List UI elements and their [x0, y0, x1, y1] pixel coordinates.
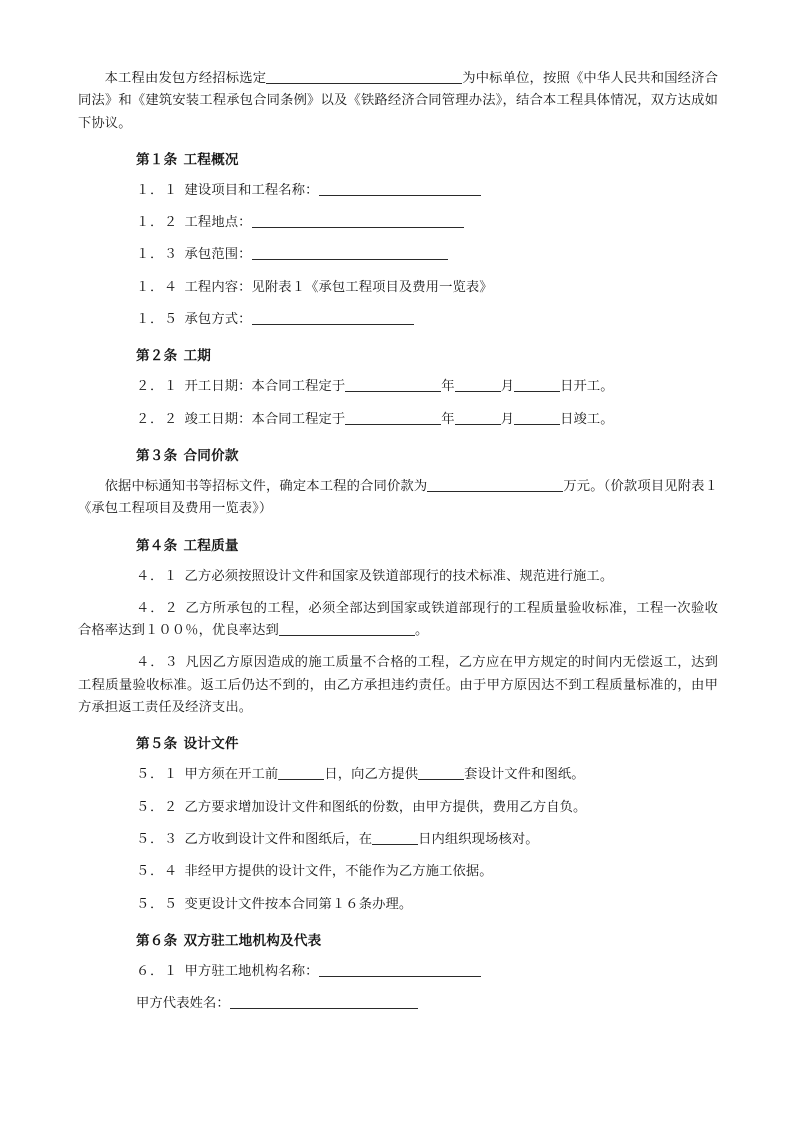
spacer [78, 366, 718, 376]
clause-number: ５．４ [136, 864, 178, 880]
spacer [78, 719, 718, 734]
clause-text: 竣工日期：本合同工程定于 [184, 411, 346, 427]
section-number-3: 第３条 [136, 447, 178, 464]
spacer [78, 331, 718, 346]
clause-mid-month: 月 [500, 411, 515, 427]
spacer [78, 851, 718, 861]
spacer [78, 135, 718, 150]
clause-number: ５．５ [136, 896, 178, 912]
clause-number: ２．２ [136, 411, 178, 427]
clause-text-after: 日竣工。 [560, 411, 614, 427]
clause-blank[interactable] [252, 215, 464, 229]
section-heading-1 [78, 150, 718, 170]
clause-blank-month[interactable] [455, 411, 501, 425]
clause-text: 乙方所承包的工程，必须全部达到国家或铁道部现行的工程质量验收标准，工程一次验收合格率达到１００％，优良率达到 [78, 600, 719, 639]
clause-number: ２．１ [136, 379, 178, 395]
clause-text: 承包范围： [184, 247, 252, 263]
section-number-5: 第５条 [136, 736, 178, 753]
clause-number: ６．１ [136, 963, 178, 979]
clause-text: 凡因乙方原因造成的施工质量不合格的工程，乙方应在甲方规定的时间内无偿返工，达到工程质量验收标准。返工后仍达不到的，由乙方承担违约责任。由于甲方原因达不到工程质量标准的，由甲方承担返工责任及经济支出。 [78, 655, 719, 716]
clause-number: １．４ [136, 279, 178, 295]
clause-blank[interactable] [372, 831, 418, 845]
section-heading-5 [78, 734, 718, 754]
section-number-4: 第４条 [136, 537, 178, 554]
clause-5-1 [78, 764, 718, 786]
clause-blank-days[interactable] [278, 767, 324, 781]
clause-text: 工程地点： [184, 215, 252, 231]
clause-mid-year: 年 [441, 411, 455, 427]
clause-text-after: 。 [414, 623, 429, 639]
spacer [78, 588, 718, 598]
clause-blank-day[interactable] [514, 411, 560, 425]
clause-text: 甲方须在开工前 [184, 767, 279, 783]
spacer [78, 983, 718, 993]
clause-number: ５．１ [136, 767, 178, 783]
clause-blank-month[interactable] [455, 379, 501, 393]
clause-blank-sets[interactable] [418, 767, 464, 781]
spacer [78, 951, 718, 961]
clause-5-5 [78, 894, 718, 916]
clause-blank-year[interactable] [345, 411, 441, 425]
clause-4-3 [78, 652, 718, 719]
clause-1-4 [78, 277, 718, 299]
section-title-5: 设计文件 [183, 736, 239, 753]
spacer [78, 754, 718, 764]
clause-number: ４．１ [136, 568, 178, 584]
clause-number: ４．２ [136, 600, 179, 616]
clause-number: １．５ [136, 312, 178, 328]
preamble-paragraph [78, 68, 718, 135]
clause-number: １．３ [136, 247, 178, 263]
price-text-after: 万元。（价款项目见附表１《承包工程项目及费用一览表》） [78, 478, 718, 517]
document-body [78, 68, 718, 1015]
clause-number: ５．２ [136, 799, 178, 815]
clause-2-2 [78, 409, 718, 431]
clause-4-2 [78, 598, 718, 643]
clause-text: 乙方收到设计文件和图纸后，在 [184, 831, 373, 847]
clause-text: 乙方必须按照设计文件和国家及铁道部现行的技术标准、规范进行施工。 [184, 568, 614, 584]
clause-blank[interactable] [252, 311, 414, 325]
clause-number: ５．３ [136, 831, 178, 847]
clause-1-1 [78, 180, 718, 202]
spacer [78, 267, 718, 277]
preamble-text-before: 本工程由发包方经招标选定 [104, 71, 267, 86]
section-title-2: 工期 [183, 348, 212, 365]
clause-text-after: 日开工。 [560, 379, 614, 395]
spacer [78, 170, 718, 180]
clause-1-5 [78, 309, 718, 331]
spacer [78, 202, 718, 212]
party-a-representative-blank[interactable] [230, 996, 418, 1010]
spacer [78, 234, 718, 244]
section-title-4: 工程质量 [183, 537, 239, 554]
clause-number: １．２ [136, 215, 178, 231]
spacer [78, 556, 718, 566]
section-number-6: 第６条 [136, 932, 178, 949]
clause-mid-year: 年 [441, 379, 455, 395]
clause-blank-year[interactable] [345, 379, 441, 393]
spacer [78, 466, 718, 476]
section-title-1: 工程概况 [183, 151, 239, 168]
section-heading-3 [78, 446, 718, 466]
clause-1-3 [78, 244, 718, 266]
section-3-body [78, 476, 718, 521]
clause-text: 建设项目和工程名称： [184, 182, 319, 198]
clause-6-1 [78, 961, 718, 983]
section-heading-6 [78, 931, 718, 951]
party-a-representative-label: 甲方代表姓名： [136, 996, 230, 1012]
clause-blank[interactable] [279, 623, 415, 637]
clause-number: １．１ [136, 182, 178, 198]
spacer [78, 299, 718, 309]
clause-blank[interactable] [319, 963, 481, 977]
clause-text: 工程内容：见附表１《承包工程项目及费用一览表》 [184, 279, 493, 295]
clause-blank-day[interactable] [514, 379, 560, 393]
section-title-6: 双方驻工地机构及代表 [183, 932, 322, 949]
preamble-text-after: 为中标单位，按照《中华人民共和国经济合同法》和《建筑安装工程承包合同条例》以及《铁路经济合同管理办法》，结合本工程具体情况，双方达成如下协议。 [78, 71, 718, 131]
clause-mid: 日，向乙方提供 [324, 767, 419, 783]
clause-text: 变更设计文件按本合同第１６条办理。 [184, 896, 413, 912]
section-heading-2 [78, 346, 718, 366]
clause-5-2 [78, 797, 718, 819]
clause-1-2 [78, 212, 718, 234]
section-number-1: 第１条 [136, 151, 178, 168]
spacer [78, 642, 718, 652]
section-title-3: 合同价款 [183, 447, 239, 464]
clause-5-4 [78, 861, 718, 883]
clause-blank[interactable] [319, 182, 481, 196]
clause-number: ４．３ [136, 655, 179, 671]
section-number-2: 第２条 [136, 348, 178, 365]
clause-text-after: 日内组织现场核对。 [418, 831, 539, 847]
clause-text: 承包方式： [184, 312, 252, 328]
clause-5-3 [78, 829, 718, 851]
clause-blank[interactable] [252, 247, 448, 261]
spacer [78, 431, 718, 446]
spacer [78, 399, 718, 409]
clause-text: 开工日期：本合同工程定于 [184, 379, 346, 395]
clause-text-after: 套设计文件和图纸。 [464, 767, 585, 783]
clause-text: 乙方要求增加设计文件和图纸的份数，由甲方提供，费用乙方自负。 [184, 799, 587, 815]
spacer [78, 819, 718, 829]
party-a-representative-line [78, 993, 718, 1015]
clause-2-1 [78, 376, 718, 398]
clause-mid-month: 月 [500, 379, 515, 395]
clause-text: 甲方驻工地机构名称： [184, 963, 319, 979]
spacer [78, 916, 718, 931]
clause-4-1 [78, 566, 718, 588]
spacer [78, 521, 718, 536]
clause-text: 非经甲方提供的设计文件，不能作为乙方施工依据。 [184, 864, 493, 880]
spacer [78, 884, 718, 894]
price-text-before: 依据中标通知书等招标文件，确定本工程的合同价款为 [104, 478, 428, 494]
preamble-blank[interactable] [266, 70, 462, 84]
price-blank[interactable] [427, 478, 563, 492]
section-heading-4 [78, 536, 718, 556]
spacer [78, 787, 718, 797]
